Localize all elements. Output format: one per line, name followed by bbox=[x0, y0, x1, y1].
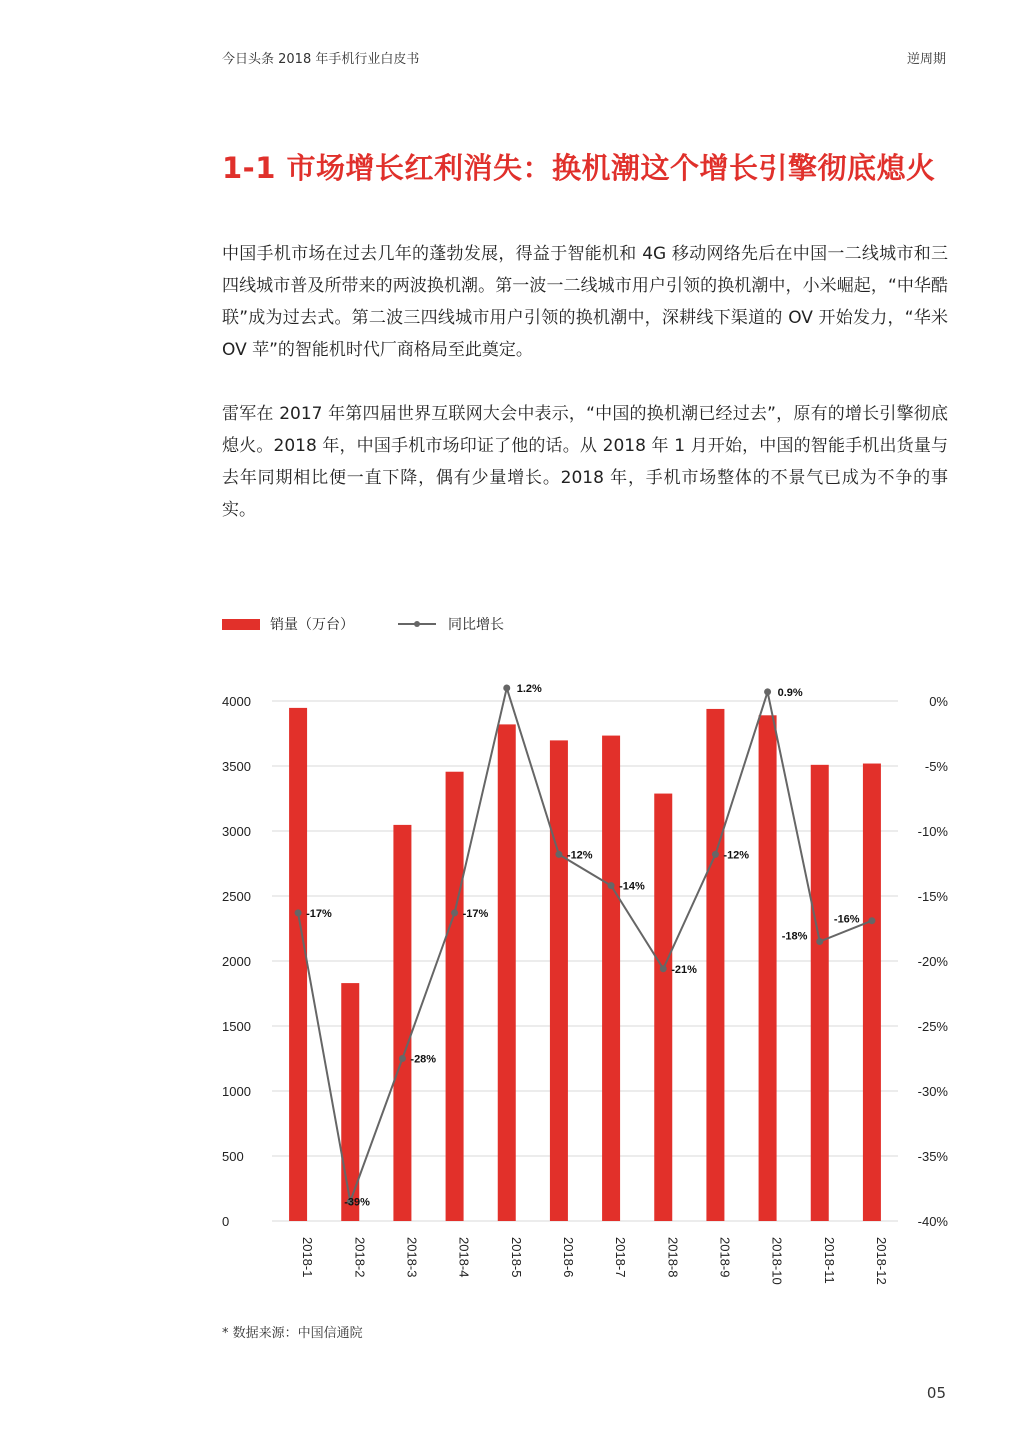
growth-data-label: -14% bbox=[619, 880, 645, 893]
growth-point bbox=[451, 909, 458, 916]
x-tick-label: 2018-1 bbox=[300, 1237, 316, 1278]
x-tick-label: 2018-12 bbox=[873, 1237, 889, 1285]
y-right-tick-label: -35% bbox=[917, 1149, 948, 1164]
x-tick-label: 2018-8 bbox=[665, 1237, 681, 1278]
legend-growth-label: 同比增长 bbox=[448, 617, 504, 633]
growth-data-label: -17% bbox=[306, 907, 332, 920]
growth-point bbox=[555, 851, 562, 858]
growth-point bbox=[868, 917, 875, 924]
growth-data-label: -12% bbox=[566, 849, 593, 862]
sales-bar bbox=[550, 740, 568, 1221]
legend-sales-label: 销量（万台） bbox=[270, 617, 354, 633]
sales-bar bbox=[706, 709, 724, 1221]
sales-bar bbox=[393, 825, 411, 1221]
y-right-tick-label: -10% bbox=[917, 824, 948, 839]
growth-data-label: -17% bbox=[462, 907, 489, 920]
y-left-tick-label: 0 bbox=[222, 1214, 230, 1229]
paragraph-1: 中国手机市场在过去几年的蓬勃发展，得益于智能机和 4G 移动网络先后在中国一二线城市和三四线城市普及所带来的两波换机潮。第一波一二线城市用户引领的换机潮中，小米崛起，“中华酷联”成为过去式。第二波三四线城市用户引领的换机潮中，深耕线下渠道的 OV 开始发力，“华米 OV 苹”的智能机时代厂商格局至此奠定。 bbox=[222, 244, 948, 360]
sales-bar bbox=[654, 794, 672, 1221]
y-left-tick-label: 3000 bbox=[222, 824, 251, 839]
sales-bar bbox=[811, 765, 829, 1221]
section-title: 1-1 市场增长红利消失：换机潮这个增长引擎彻底熄火 bbox=[222, 151, 936, 185]
growth-data-label: -18% bbox=[781, 930, 808, 943]
sales-bar bbox=[759, 715, 777, 1221]
y-right-tick-label: -20% bbox=[917, 954, 948, 969]
sales-bar bbox=[863, 764, 881, 1221]
y-right-tick-label: -40% bbox=[917, 1214, 948, 1229]
growth-data-label: 1.2% bbox=[516, 683, 542, 695]
growth-point bbox=[660, 965, 667, 972]
growth-data-label: -21% bbox=[671, 963, 697, 976]
growth-point bbox=[764, 688, 771, 695]
y-left-tick-label: 4000 bbox=[222, 694, 251, 709]
growth-point bbox=[712, 851, 719, 858]
x-tick-label: 2018-11 bbox=[821, 1237, 837, 1284]
y-left-tick-label: 3500 bbox=[222, 759, 251, 774]
growth-point bbox=[816, 938, 823, 945]
y-left-tick-label: 1500 bbox=[222, 1019, 251, 1034]
x-tick-label: 2018-7 bbox=[613, 1237, 629, 1278]
sales-bar bbox=[446, 772, 464, 1221]
growth-point bbox=[295, 909, 302, 916]
growth-data-label: -28% bbox=[410, 1053, 437, 1066]
y-left-tick-label: 1000 bbox=[222, 1084, 251, 1099]
header-document-title: 今日头条 2018 年手机行业白皮书 bbox=[222, 52, 420, 67]
y-right-tick-label: -5% bbox=[924, 759, 948, 774]
sales-bar bbox=[498, 724, 516, 1221]
y-right-tick-label: 0% bbox=[929, 694, 948, 709]
sales-bar bbox=[289, 708, 307, 1221]
x-tick-label: 2018-5 bbox=[508, 1237, 524, 1278]
growth-data-label: -16% bbox=[833, 913, 860, 926]
paragraph-2: 雷军在 2017 年第四届世界互联网大会中表示，“中国的换机潮已经过去”，原有的增长引擎彻底熄火。2018 年，中国手机市场印证了他的话。从 2018 年 1 月开始，中国的智能手机出货量与去年同期相比便一直下降，偶有少量增长。2018 年，手机市场整体的不景气已成为不争的事实。 bbox=[222, 404, 948, 520]
y-left-tick-label: 2500 bbox=[222, 889, 251, 904]
growth-data-label: -12% bbox=[723, 849, 750, 862]
y-left-tick-label: 500 bbox=[222, 1149, 244, 1164]
y-left-tick-label: 2000 bbox=[222, 954, 251, 969]
x-tick-label: 2018-10 bbox=[769, 1237, 785, 1285]
growth-point bbox=[503, 685, 510, 692]
x-tick-label: 2018-4 bbox=[456, 1237, 472, 1278]
page-number: 05 bbox=[926, 1384, 946, 1402]
data-source-note: * 数据来源：中国信通院 bbox=[222, 1326, 363, 1341]
y-right-tick-label: -30% bbox=[917, 1084, 948, 1099]
growth-point bbox=[399, 1055, 406, 1062]
growth-line bbox=[298, 688, 872, 1202]
x-tick-label: 2018-6 bbox=[560, 1237, 576, 1278]
y-right-tick-label: -25% bbox=[917, 1019, 948, 1034]
x-tick-label: 2018-3 bbox=[404, 1237, 420, 1278]
sales-bar bbox=[602, 736, 620, 1221]
x-tick-label: 2018-2 bbox=[352, 1237, 368, 1278]
growth-data-label: 0.9% bbox=[777, 686, 803, 699]
y-right-tick-label: -15% bbox=[917, 889, 948, 904]
x-tick-label: 2018-9 bbox=[717, 1237, 733, 1278]
growth-data-label: -39% bbox=[344, 1196, 370, 1209]
header-section-name: 逆周期 bbox=[906, 52, 946, 67]
growth-point bbox=[608, 882, 615, 889]
